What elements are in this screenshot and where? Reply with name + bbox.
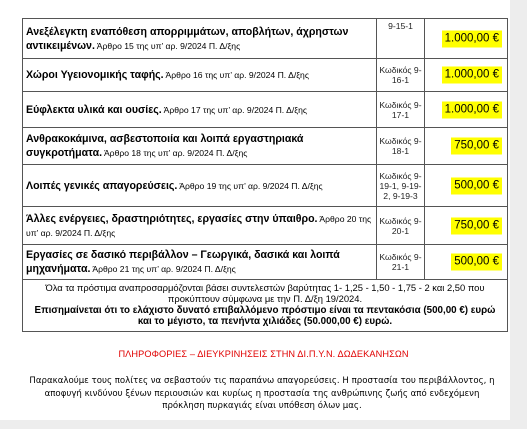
offence-title: Άλλες ενέργειες, δραστηριότητες, εργασίες στην ύπαιθρο.	[26, 212, 318, 225]
info-heading: ΠΛΗΡΟΦΟΡΙΕΣ – ΔΙΕΥΚΡΙΝΗΣΕΙΣ ΣΤΗΝ ΔΙ.Π.Υ.Ν. ΔΩΔΕΚΑΝΗΣΩΝ	[118, 349, 409, 359]
fine-amount-cell	[425, 207, 508, 245]
offence-description	[23, 59, 377, 92]
fine-amount: 750,00 €	[451, 217, 502, 234]
offence-description	[23, 19, 377, 59]
offence-title: Εργασίες σε δασικό περιβάλλον – Γεωργικά, δασικά και λοιπά μηχανήματα.	[26, 249, 340, 275]
table-row	[23, 280, 508, 332]
offence-article: Άρθρο 15 της υπ’ αρ. 9/2024 Π. Δ/ξης	[94, 40, 241, 51]
offence-article: Άρθρο 19 της υπ’ αρ. 9/2024 Π. Δ/ξης	[177, 180, 323, 191]
fine-amount: 1.000,00 €	[442, 67, 502, 84]
offence-code: Κωδικός 9-18-1	[377, 128, 425, 165]
offence-code: Κωδικός 9-21-1	[377, 245, 425, 280]
footer-paragraph: Παρακαλούμε τους πολίτες να σεβαστούν τις παραπάνω απαγορεύσεις. Η προστασία του περιβάλλοντος, η αποφυγή κινδύνου ξένων περιουσιών και κυρίως η προστασία της ανθρώπινης ζωής από ενδεχόμενη πρόκληση πυρκαγιάς είναι υπόθεση όλων μας.	[29, 376, 495, 411]
fine-amount-cell	[425, 59, 508, 92]
fine-amount-cell	[425, 245, 508, 280]
fine-amount: 1.000,00 €	[442, 30, 502, 47]
fine-amount: 500,00 €	[451, 254, 502, 271]
offence-code: Κωδικός 9-16-1	[377, 59, 425, 92]
fine-amount-cell	[425, 19, 508, 59]
offence-article: Άρθρο 18 της υπ’ αρ. 9/2024 Π. Δ/ξης	[102, 148, 248, 158]
adjustment-note: Όλα τα πρόστιμα αναπροσαρμόζονται βάσει συντελεστών βαρύτητας 1- 1,25 - 1,50 - 1,75 - 2 και 2,50 που προκύπτουν σύμφωνα με την Π. Δ/ξη 19/2024.	[45, 282, 485, 305]
offence-description	[23, 165, 377, 207]
offence-title: Ανεξέλεγκτη εναπόθεση απορριμμάτων, αποβλήτων, άχρηστων αντικειμένων.	[26, 25, 349, 52]
offence-article: Άρθρο 16 της υπ’ αρ. 9/2024 Π. Δ/ξης	[163, 70, 309, 80]
page-margin-right	[510, 0, 527, 429]
offence-article: Άρθρο 21 της υπ’ αρ. 9/2024 Π. Δ/ξης	[90, 264, 236, 274]
table-row	[23, 92, 508, 128]
offence-description	[23, 128, 377, 165]
table-row	[23, 59, 508, 92]
fine-amount: 500,00 €	[451, 177, 502, 194]
offence-code: Κωδικός 9-20-1	[377, 207, 425, 245]
offence-title: Λοιπές γενικές απαγορεύσεις.	[26, 179, 178, 192]
offence-code: 9-15-1	[377, 19, 425, 59]
table-row	[23, 128, 508, 165]
offence-description	[23, 92, 377, 128]
offence-article: Άρθρο 17 της υπ’ αρ. 9/2024 Π. Δ/ξης	[161, 104, 308, 115]
offence-code: Κωδικός 9-19-1, 9-19-2, 9-19-3	[377, 165, 425, 207]
page-margin-bottom	[0, 420, 527, 429]
fine-amount-cell	[425, 165, 508, 207]
table-row	[23, 165, 508, 207]
fines-table	[22, 18, 508, 332]
fine-amount: 750,00 €	[451, 138, 502, 155]
offence-title: Χώροι Υγειονομικής ταφής.	[26, 69, 164, 81]
fines-note	[23, 280, 508, 332]
table-row	[23, 19, 508, 59]
offence-description	[23, 245, 377, 280]
offence-description	[23, 207, 377, 245]
fine-amount-cell	[425, 92, 508, 128]
table-row	[23, 245, 508, 280]
offence-code: Κωδικός 9-17-1	[377, 92, 425, 128]
fine-amount-cell	[425, 128, 508, 165]
table-row	[23, 207, 508, 245]
min-max-note: Επισημαίνεται ότι το ελάχιστο δυνατό επιβαλλόμενο πρόστιμο είναι τα πεντακόσια (500,00 €) ευρώ και το μέγιστο, τα πενήντα χιλιάδες (50.000,00 €) ευρώ.	[34, 304, 496, 328]
offence-title: Ανθρακοκάμινα, ασβεστοποιία και λοιπά εργαστηριακά συγκροτήματα.	[26, 133, 304, 159]
fine-amount: 1.000,00 €	[442, 101, 502, 118]
offence-article: Άρθρο 20 της υπ’ αρ. 9/2024 Π. Δ/ξης	[26, 213, 372, 238]
offence-title: Εύφλεκτα υλικά και ουσίες.	[26, 103, 162, 116]
